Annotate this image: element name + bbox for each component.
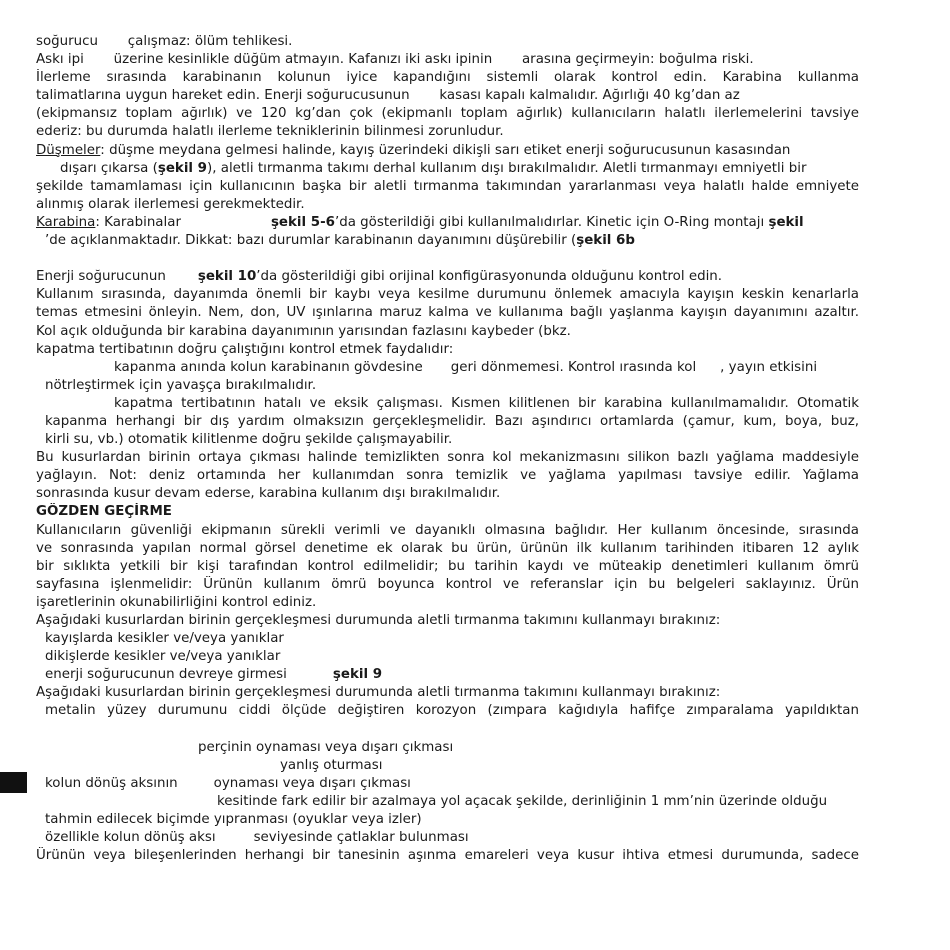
figure-ref: şekil 5-6 — [270, 214, 335, 230]
text-line: kapatma tertibatının hatalı ve eksik çalışması. Kısmen kilitlenen bir karabina kullanılmamalıdır. Otomatik — [114, 395, 859, 411]
list-item: perçinin oynaması veya dışarı çıkması — [198, 739, 454, 755]
figure-ref: şekil — [768, 214, 804, 230]
blank-line — [36, 250, 859, 268]
section-heading-inspection: GÖZDEN GEÇİRME — [36, 504, 172, 520]
text-line: Aşağıdaki kusurlardan birinin gerçekleşmesi durumunda aletli tırmanma takımını kullanmayı bırakınız: — [36, 685, 721, 701]
text-line: ve sonrasında yapılan normal görsel denetime ek olarak bu ürün, ürünün ilk kullanım tarihinden itibaren 12 aylık — [36, 540, 859, 556]
text-line: talimatlarına uygun hareket edin. Enerji soğurucusunun kasası kapalı kalmalıdır. Ağırlığı 40 kg’dan az — [36, 88, 740, 104]
figure-ref: şekil 9 — [157, 160, 207, 176]
text-line: kapanma anında kolun karabinanın gövdesine geri dönmemesi. Kontrol ırasında kol , yayın etkisini — [114, 359, 818, 375]
text-line: Kol açık olduğunda bir karabina dayanımının yarısından fazlasını kaybeder (bkz. — [36, 323, 571, 339]
page-edge-marker — [0, 772, 27, 793]
text-line: Kullanıcıların güvenliği ekipmanın sürekli verimli ve dayanıklı olmasına bağlıdır. Her kullanım öncesinde, sırasında — [36, 522, 859, 538]
text-line: Aşağıdaki kusurlardan birinin gerçekleşmesi durumunda aletli tırmanma takımını kullanmayı bırakınız: — [36, 613, 721, 628]
list-item: enerji soğurucunun devreye girmesi şekil 9 — [45, 667, 383, 683]
text-line: kapanma herhangi bir dış yardım olmaksızın gerçekleşmelidir. Bazı aşındırıcı ortamlarda (çamur, kum, boya, buz, — [45, 413, 859, 429]
text-line: temas etmesini önleyin. Nem, don, UV ışınlarına maruz kalma ve kullanıma bağlı yaşlanma kayışın dayanımını azaltır. — [36, 305, 859, 321]
text-line: sayfasına işlenmelidir: Ürünün kullanım ömrü boyunca kontrol ve referanslar için bu belgeleri saklayınız. Ürün — [36, 576, 859, 592]
text-line: yağlayın. Not: deniz ortamında her kullanımdan sonra temizlik ve yağlama yapılması tavsiye edilir. Yağlama — [36, 468, 859, 484]
text-line: Ürünün veya bileşenlerinden herhangi bir tanesinin aşınma emareleri veya kusur ihtiva etmesi durumunda, sadece — [36, 848, 859, 864]
document-body — [36, 33, 859, 865]
list-item: metalin yüzey durumunu ciddi ölçüde değiştiren korozyon (zımpara kağıdıyla hafifçe zımparalama yapıldıktan — [45, 703, 859, 719]
text-line: sonrasında kusur devam ederse, karabina kullanım dışı bırakılmalıdır. — [36, 486, 501, 502]
list-item: tahmin edilecek biçimde yıpranması (oyuklar veya izler) — [45, 812, 422, 828]
text-line: Askı ipi üzerine kesinlikle düğüm atmayın. Kafanızı iki askı ipinin arasına geçirmeyin: boğulma riski. — [36, 52, 754, 68]
list-item: yanlış oturması — [280, 757, 383, 773]
text-line: kirli su, vb.) otomatik kilitlenme doğru şekilde çalışmayabilir. — [45, 432, 453, 448]
text-line: kapatma tertibatının doğru çalıştığını kontrol etmek faydalıdır: — [36, 341, 454, 357]
text-line: Kullanım sırasında, dayanımda önemli bir kaybı veya kesilme durumunu önlemek amacıyla kayışın keskin kenarlarla — [36, 287, 859, 303]
text-line: İlerleme sırasında karabinanın kolunun iyice kapandığını sistemli olarak kontrol edin. Karabina kullanma — [36, 70, 859, 86]
section-label-carabiner: Karabina — [36, 214, 96, 230]
text-line: şekilde tamamlaması için kullanıcının başka bir aletli tırmanma takımından yararlanması veya halatlı halde emniyete — [36, 178, 859, 194]
text-line: nötrleştirmek için yavaşça bırakılmalıdır. — [45, 377, 317, 393]
figure-ref: şekil 10 — [197, 269, 257, 285]
text-line: Enerji soğurucunun şekil 10’da gösterildiği gibi orijinal konfigürasyonunda olduğunu kontrol edin. — [36, 269, 723, 285]
text-line: dışarı çıkarsa (şekil 9), aletli tırmanma takımı derhal kullanım dışı bırakılmalıdır. Aletli tırmanmayı emniyetli bir — [60, 160, 807, 176]
list-item: kolun dönüş aksının oynaması veya dışarı çıkması — [45, 775, 411, 791]
list-item: kayışlarda kesikler ve/veya yanıklar — [45, 631, 284, 647]
list-item: kesitinde fark edilir bir azalmaya yol açacak şekilde, derinliğinin 1 mm’nin üzerinde olduğu — [217, 793, 828, 809]
text-line: soğurucu çalışmaz: ölüm tehlikesi. — [36, 34, 293, 49]
section-label-falls: Düşmeler — [36, 142, 101, 158]
figure-ref: şekil 9 — [332, 667, 383, 683]
text-line: ederiz: bu durumda halatlı ilerleme tekniklerinin bilinmesi zorunludur. — [36, 124, 504, 140]
blank-line — [36, 721, 859, 739]
text-line: Düşmeler: düşme meydana gelmesi halinde, kayış üzerindeki dikişli sarı etiket enerji soğurucusunun kasasından — [36, 142, 791, 158]
text-line: alınmış olarak ilerlemesi gerekmektedir. — [36, 196, 305, 212]
text-line: bir sıklıkta yetkili bir kişi tarafından kontrol edilmelidir; bu tarihin kaydı ve müteakip denetimleri kullanım ömrü — [36, 558, 859, 574]
list-item: dikişlerde kesikler ve/veya yanıklar — [45, 649, 281, 665]
figure-ref: şekil 6b — [576, 233, 635, 249]
list-item: özellikle kolun dönüş aksı seviyesinde çatlaklar bulunması — [45, 830, 469, 846]
text-line: ’de açıklanmaktadır. Dikkat: bazı durumlar karabinanın dayanımını düşürebilir (şekil 6b — [45, 233, 635, 249]
text-line: (ekipmansız toplam ağırlık) ve 120 kg’dan çok (ekipmanlı toplam ağırlık) kullanıcıların halatlı ilerlemelerini tavsiye — [36, 106, 859, 122]
text-line: işaretlerinin okunabilirliğini kontrol ediniz. — [36, 594, 317, 610]
text-line: Karabina: Karabinalar şekil 5-6’da gösterildiği gibi kullanılmalıdırlar. Kinetic için O-Ring montajı şekil — [36, 214, 804, 230]
text-line: Bu kusurlardan birinin ortaya çıkması halinde temizlikten sonra kol mekanizmasını silikon bazlı yağlama maddesiyle — [36, 450, 859, 466]
